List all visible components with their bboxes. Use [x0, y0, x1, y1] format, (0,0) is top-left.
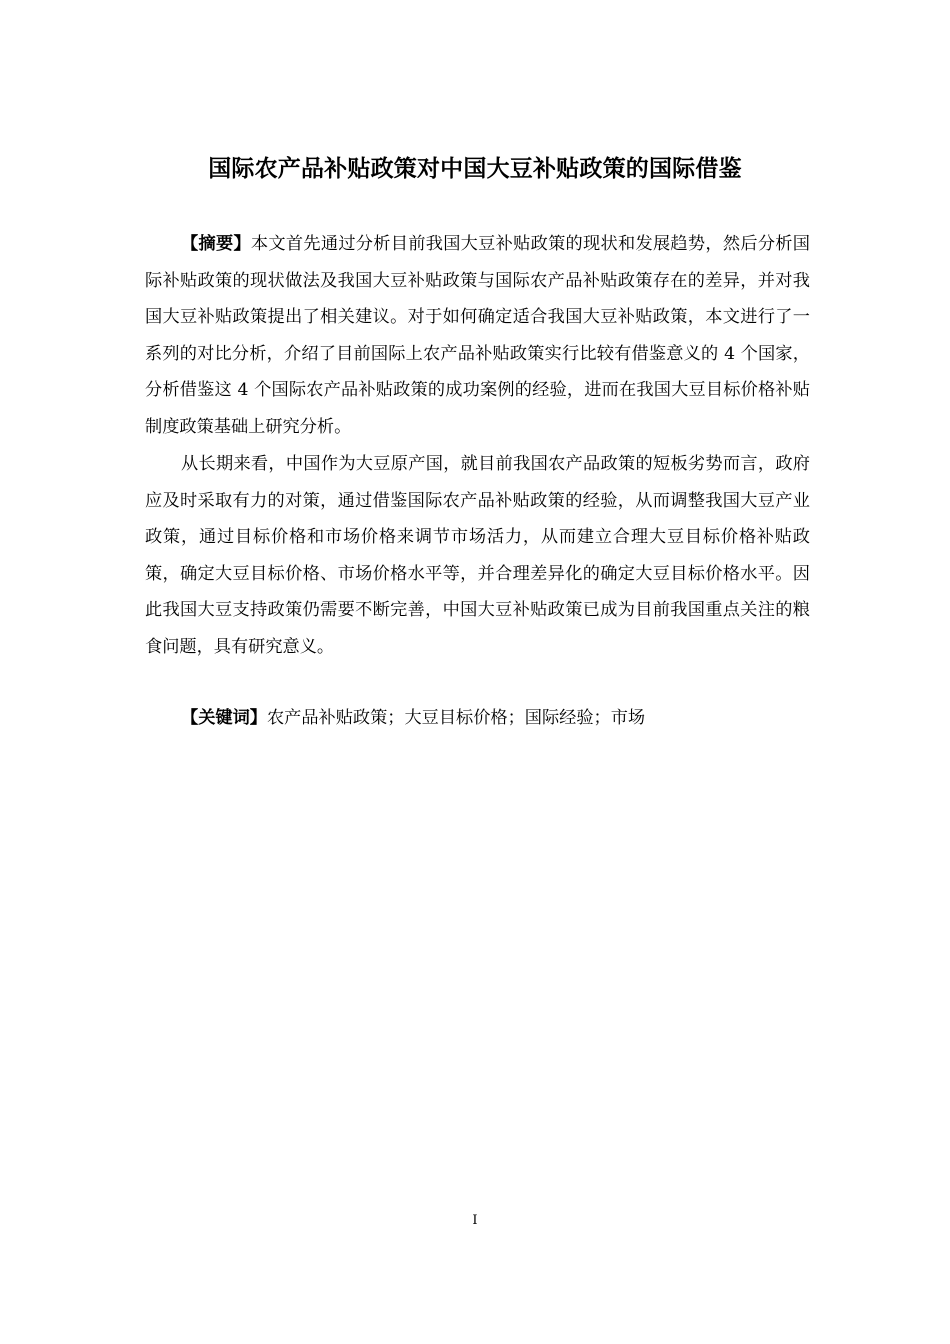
document-title: 国际农产品补贴政策对中国大豆补贴政策的国际借鉴	[208, 156, 742, 182]
abstract-text: 本文首先通过分析目前我国大豆补贴政策的现状和发展趋势，然后分析国际补贴政策的现状做法及我国大豆补贴政策与国际农产品补贴政策存在的差异，并对我国大豆补贴政策提出了相关建议。对于如何确定适合我国大豆补贴政策，本文进行了一系列的对比分析，介绍了目前国际上农产品补贴政策实行比较有借鉴意义的 4 个国家，分析借鉴这 4 个国际农产品补贴政策的成功案例的经验，进而在我国大豆目标价格补贴制度政策基础上研究分析。	[145, 234, 810, 437]
keywords-label: 【关键词】	[181, 708, 267, 728]
keywords-text: 农产品补贴政策；大豆目标价格；国际经验；市场	[266, 708, 646, 728]
page-number: I	[472, 1213, 478, 1228]
abstract-paragraph	[145, 226, 810, 446]
keywords-paragraph	[145, 700, 810, 737]
body-paragraph: 从长期来看，中国作为大豆原产国，就目前我国农产品政策的短板劣势而言，政府应及时采取有力的对策，通过借鉴国际农产品补贴政策的经验，从而调整我国大豆产业政策，通过目标价格和市场价格来调节市场活力，从而建立合理大豆目标价格补贴政策，确定大豆目标价格、市场价格水平等，并合理差异化的确定大豆目标价格水平。因此我国大豆支持政策仍需要不断完善，中国大豆补贴政策已成为目前我国重点关注的粮食问题，具有研究意义。	[145, 454, 810, 657]
abstract-label: 【摘要】	[181, 234, 251, 254]
